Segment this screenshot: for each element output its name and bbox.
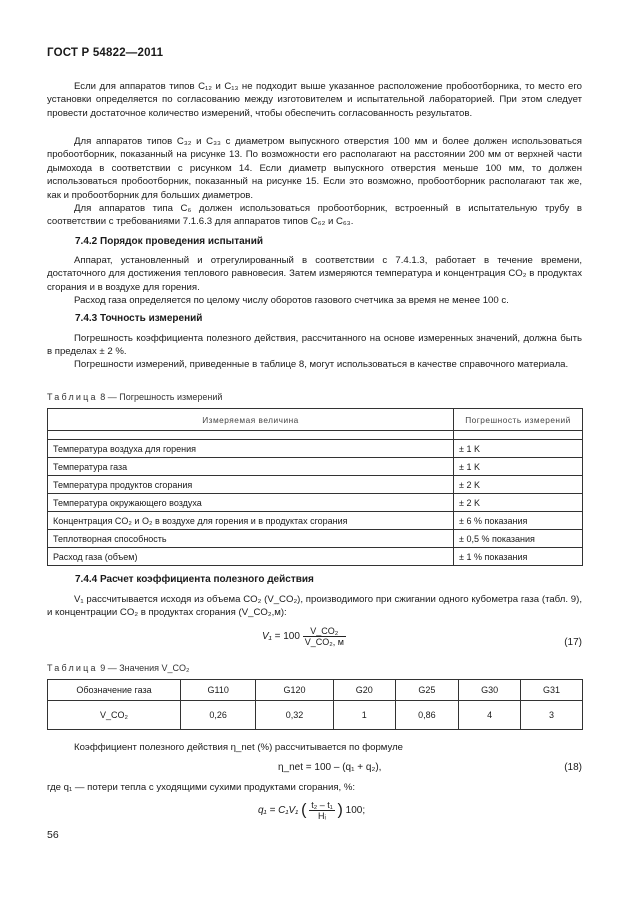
table-8-caption	[47, 392, 222, 402]
table-8-cell: ± 6 % показания	[454, 512, 583, 530]
table-9-value: 1	[333, 701, 395, 730]
table-9-value: 0,26	[181, 701, 256, 730]
table-8-spacer	[454, 431, 583, 440]
table-row	[48, 530, 583, 548]
equation-17	[262, 626, 346, 647]
table-8-header-error: Погрешность измерений	[454, 409, 583, 431]
section-7-4-4-para-1: V₁ рассчитывается исходя из объема CO₂ (V_CO₂), производимого при сжигании одного кубометра газа (табл. 9), и концентрации CO₂ в продуктах сгорания (V_CO₂,м):	[47, 594, 582, 619]
table-9-caption-word: Таблица	[47, 663, 98, 673]
table-8-cell: ± 1 K	[454, 440, 583, 458]
table-row	[48, 440, 583, 458]
eq-q1-tail: 100;	[345, 805, 366, 817]
table-9-gas: G110	[181, 680, 256, 701]
table-8-cell: ± 1 K	[454, 458, 583, 476]
table-9-row-label: V_CO₂	[48, 701, 181, 730]
table-9-header-label: Обозначение газа	[48, 680, 181, 701]
table-8-cell: Температура воздуха для горения	[48, 440, 454, 458]
paragraph-1: Если для аппаратов типов C₁₂ и C₁₃ не подходит выше указанное расположение пробоотборника, то место его установки определяется по согласованию между изготовителем и испытательной лабораторией. При этом следует провести достаточное количество измерений, чтобы обеспечить согласованность результатов.	[47, 81, 582, 119]
table-row	[48, 494, 583, 512]
eq17-fraction	[303, 626, 346, 647]
table-8-cell: Концентрация CO₂ и O₂ в воздухе для горения и в продуктах сгорания	[48, 512, 454, 530]
table-8-caption-word: Таблица	[47, 392, 98, 402]
section-7-4-3-title: 7.4.3 Точность измерений	[75, 313, 203, 324]
eq17-lhs: V₁	[262, 631, 272, 643]
eq17-numerator: V_CO₂	[303, 626, 346, 637]
section-7-4-3-para-2: Погрешности измерений, приведенные в таблице 8, могут использоваться в качестве справочного материала.	[74, 359, 569, 370]
table-9-gas: G30	[459, 680, 521, 701]
eq-q1-left-paren: (	[301, 801, 307, 819]
section-7-4-4-title: 7.4.4 Расчет коэффициента полезного действия	[75, 574, 314, 585]
table-9-value: 0,86	[395, 701, 459, 730]
table-8-cell: ± 0,5 % показания	[454, 530, 583, 548]
table-9-value: 4	[459, 701, 521, 730]
table-8	[47, 408, 583, 566]
table-8-header-quantity: Измеряемая величина	[48, 409, 454, 431]
eq17-denominator: V_CO₂, м	[304, 637, 344, 647]
table-9-value: 3	[521, 701, 583, 730]
table-8-spacer	[48, 431, 454, 440]
table-9-caption	[47, 663, 190, 673]
table-8-cell: ± 2 K	[454, 476, 583, 494]
eq-q1-denominator: Hᵢ	[318, 811, 326, 821]
table-8-cell: Температура окружающего воздуха	[48, 494, 454, 512]
paragraph-3: Для аппаратов типа C₆ должен использоваться пробоотборник, встроенный в испытательную трубу в соответствии с требованиями 7.1.6.3 для аппаратов типов C₆₂ и C₆₃.	[47, 203, 582, 228]
table-8-cell: Теплотворная способность	[48, 530, 454, 548]
paragraph-2: Для аппаратов типов C₃₂ и C₃₃ с диаметром выпускного отверстия 100 мм и более должен использоваться пробоотборник, показанный на рисунке 13. По возможности его располагают на расстоянии 200 мм от верхней части дымохода в соответствии с рисунком 14. Если диаметр выпускного отверстия меньше 100 мм, то должен использоваться пробоотборник, показанный на рисунке 15. Если это возможно, пробоотборник располагают так же, как и пробоотборник для больших диаметров.	[47, 136, 582, 201]
section-7-4-2-para-2: Расход газа определяется по целому числу оборотов газового счетчика за время не менее 100 с.	[74, 295, 509, 306]
eq-q1-numerator: t₂ – t₁	[311, 800, 333, 810]
section-7-4-2-title: 7.4.2 Порядок проведения испытаний	[75, 236, 263, 247]
table-9-gas: G31	[521, 680, 583, 701]
table-row	[48, 680, 583, 701]
equation-q1	[258, 800, 365, 821]
table-8-cell: Температура газа	[48, 458, 454, 476]
gost-header: ГОСТ Р 54822—2011	[47, 47, 164, 59]
table-9	[47, 679, 583, 730]
table-row	[48, 548, 583, 566]
eq-q1-lhs: q₁ = C₁V₁	[258, 805, 299, 817]
table-8-cell: Расход газа (объем)	[48, 548, 454, 566]
table-row	[48, 701, 583, 730]
equation-17-number: (17)	[564, 637, 582, 648]
table-9-gas: G25	[395, 680, 459, 701]
equation-18-number: (18)	[564, 762, 582, 773]
table-9-value: 0,32	[256, 701, 333, 730]
section-7-4-3-para-1: Погрешность коэффициента полезного действия, рассчитанного на основе измеренных значений, должна быть в пределах ± 2 %.	[47, 333, 582, 358]
eq-q1-right-paren: )	[337, 801, 343, 819]
eq-q1-fraction	[309, 800, 335, 821]
table-9-gas: G20	[333, 680, 395, 701]
eq17-eq: = 100	[274, 631, 300, 643]
table-9-gas: G120	[256, 680, 333, 701]
q1-intro: где q₁ — потери тепла с уходящими сухими продуктами сгорания, %:	[47, 782, 356, 793]
table-9-caption-text: 9 — Значения V_CO₂	[100, 663, 190, 673]
equation-18: η_net = 100 – (q₁ + q₂),	[278, 762, 382, 773]
table-8-cell: ± 1 % показания	[454, 548, 583, 566]
section-7-4-2-para-1: Аппарат, установленный и отрегулированный в соответствии с 7.4.1.3, работает в течение времени, достаточного для достижения теплового равновесия. Затем измеряются температура и концентрация CO₂ в продуктах сгорания и в воздухе для горения.	[47, 255, 582, 293]
table-8-cell: Температура продуктов сгорания	[48, 476, 454, 494]
efficiency-intro: Коэффициент полезного действия η_net (%) рассчитывается по формуле	[74, 742, 404, 753]
table-8-cell: ± 2 K	[454, 494, 583, 512]
table-row	[48, 512, 583, 530]
table-row	[48, 458, 583, 476]
table-row	[48, 476, 583, 494]
table-8-caption-text: 8 — Погрешность измерений	[100, 392, 223, 402]
page-number: 56	[47, 829, 59, 841]
